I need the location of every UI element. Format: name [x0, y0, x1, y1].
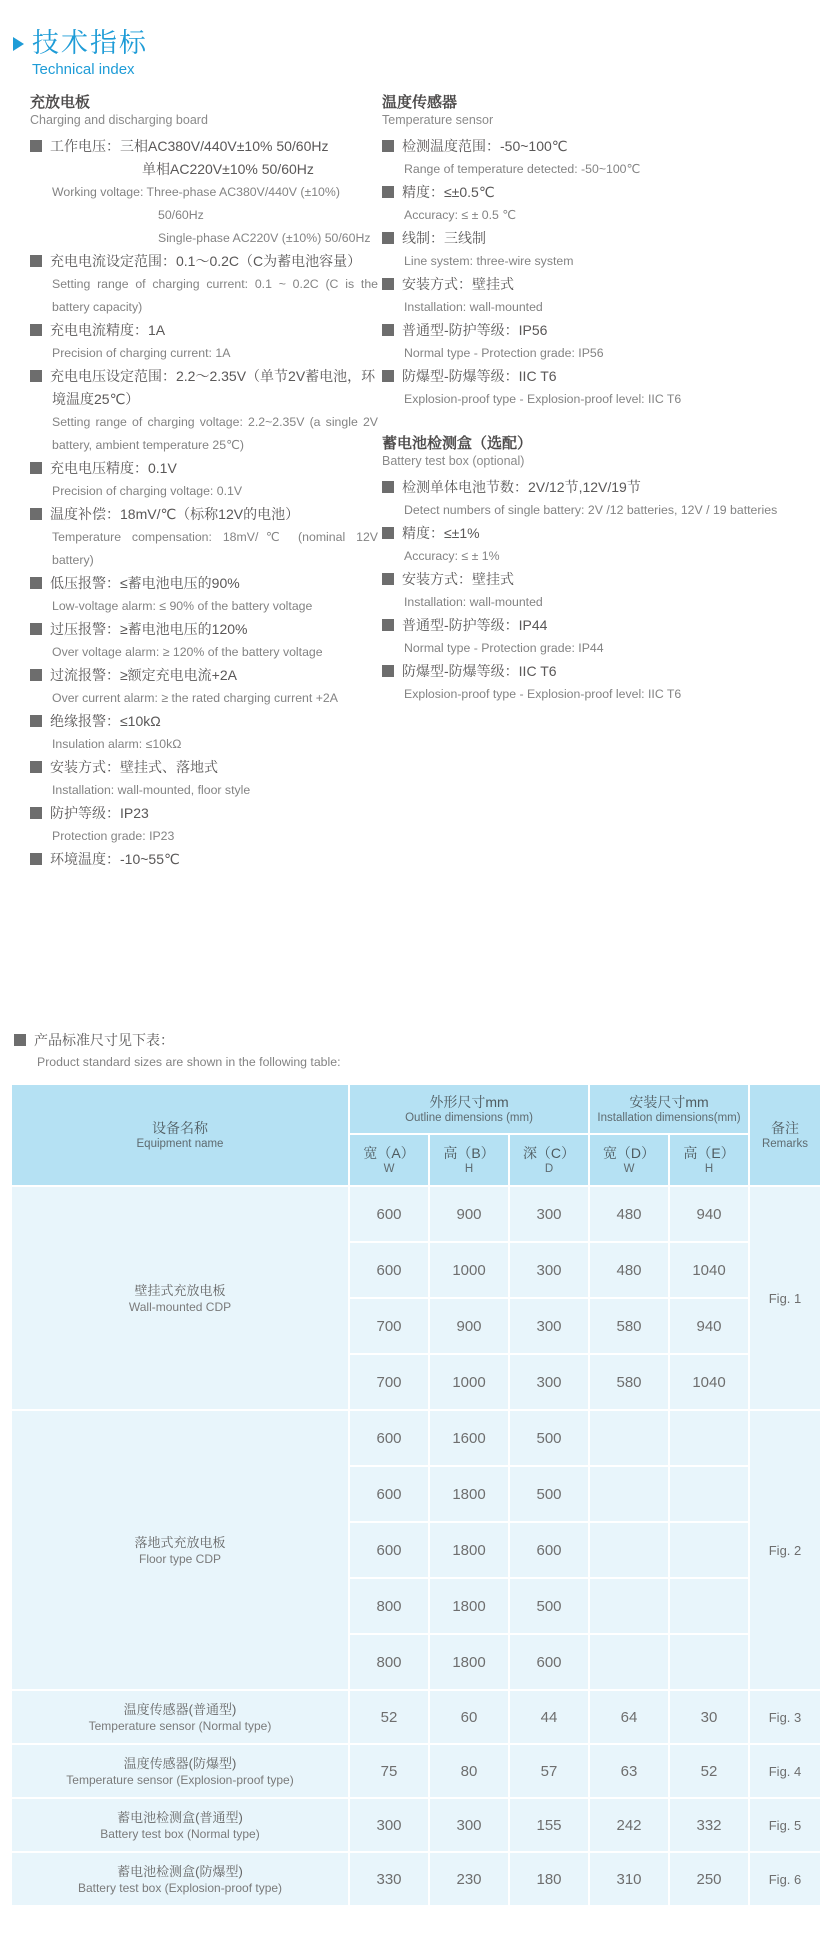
spec-item: [30, 572, 378, 618]
remark-cell: Fig. 4: [749, 1744, 821, 1798]
col-header-equipment: 设备名称 Equipment name: [11, 1084, 349, 1186]
bullet-square-icon: [30, 623, 42, 635]
spec-line-zh: 境温度25℃）: [52, 391, 140, 408]
dimension-cell: 900: [429, 1186, 509, 1242]
dimension-cell: 1800: [429, 1466, 509, 1522]
spec-line-zh: 工作电压：三相AC380V/440V±10% 50/60Hz: [30, 135, 378, 158]
section-heading-zh: 蓄电池检测盒（选配）: [382, 435, 533, 453]
spec-line-zh: 防爆型-防爆等级：IIC T6: [382, 660, 810, 683]
col-header-group: 安装尺寸mm Installation dimensions(mm): [589, 1084, 749, 1134]
col-subheader: 宽（D） W: [589, 1134, 669, 1186]
spec-item: [30, 618, 378, 664]
dimension-cell: 300: [509, 1242, 589, 1298]
bullet-square-icon: [30, 853, 42, 865]
dimension-cell: 242: [589, 1798, 669, 1852]
spec-item: [30, 365, 378, 457]
spec-line-en: Accuracy: ≤ ± 1%: [404, 549, 500, 564]
spec-line-zh: 安装方式：壁挂式、落地式: [30, 756, 378, 779]
dimension-cell: 30: [669, 1690, 749, 1744]
page-title-zh: 技术指标: [32, 28, 148, 58]
spec-line-en: Low-voltage alarm: ≤ 90% of the battery voltage: [52, 599, 313, 614]
spec-item: [30, 135, 378, 250]
spec-line-zh: 精度：≤±1%: [382, 522, 810, 545]
spec-item: [30, 756, 378, 802]
remark-cell: Fig. 5: [749, 1798, 821, 1852]
table-row: [11, 1410, 821, 1466]
dimension-cell: 600: [349, 1466, 429, 1522]
dimension-cell: 52: [669, 1744, 749, 1798]
dimension-cell: 600: [349, 1410, 429, 1466]
spec-columns: [0, 94, 830, 871]
spec-item: [30, 664, 378, 710]
dimension-cell: 80: [429, 1744, 509, 1798]
bullet-square-icon: [382, 481, 394, 493]
col-header-group: 外形尺寸mm Outline dimensions (mm): [349, 1084, 589, 1134]
spec-line-zh: 充电电流设定范围：0.1～0.2C（C为蓄电池容量）: [30, 250, 378, 273]
remark-cell: Fig. 6: [749, 1852, 821, 1906]
spec-line-en: Working voltage: Three-phase AC380V/440V (±10%): [52, 185, 340, 200]
section-heading-zh: 充放电板: [30, 94, 91, 112]
dimension-cell: 180: [509, 1852, 589, 1906]
product-size-table: [10, 1083, 822, 1907]
table-row: [11, 1186, 821, 1242]
spec-line-en: Explosion-proof type - Explosion-proof level: IIC T6: [404, 392, 682, 407]
dimension-cell: 900: [429, 1298, 509, 1354]
spec-line-en: Explosion-proof type - Explosion-proof level: IIC T6: [404, 687, 682, 702]
bullet-square-icon: [382, 573, 394, 585]
spec-list: [30, 135, 378, 871]
col-header-remarks: 备注 Remarks: [749, 1084, 821, 1186]
spec-line-zh: 安装方式：壁挂式: [382, 273, 810, 296]
dimension-cell: 1000: [429, 1354, 509, 1410]
spec-line-zh: 普通型-防护等级：IP44: [382, 614, 810, 637]
dimension-cell: 332: [669, 1798, 749, 1852]
dimension-cell: 1600: [429, 1410, 509, 1466]
spec-line-en: Precision of charging voltage: 0.1V: [52, 484, 243, 499]
remark-cell: Fig. 3: [749, 1690, 821, 1744]
spec-line-en: Detect numbers of single battery: 2V /12 batteries, 12V / 19 batteries: [404, 503, 778, 518]
spec-line-zh: 绝缘报警：≤10kΩ: [30, 710, 378, 733]
bullet-square-icon: [382, 527, 394, 539]
dimension-cell: 500: [509, 1578, 589, 1634]
bullet-square-icon: [30, 462, 42, 474]
spec-line-zh: 防爆型-防爆等级：IIC T6: [382, 365, 810, 388]
spec-item: [382, 614, 810, 660]
spec-line-zh: 精度：≤±0.5℃: [382, 181, 810, 204]
dimension-cell: 800: [349, 1634, 429, 1690]
spec-line-en: Temperature compensation: 18mV/℃ (nominal 12V battery): [52, 530, 378, 568]
spec-section: [382, 435, 810, 706]
sensor-and-box-column: [382, 94, 810, 871]
bullet-square-icon: [14, 1034, 26, 1046]
spec-line-en: Range of temperature detected: -50~100℃: [404, 162, 641, 177]
table-row: [11, 1852, 821, 1906]
spec-line-en: Normal type - Protection grade: IP44: [404, 641, 604, 656]
dimension-cell: 44: [509, 1690, 589, 1744]
dimension-cell: 1040: [669, 1242, 749, 1298]
bullet-square-icon: [30, 324, 42, 336]
dimension-cell: 1040: [669, 1354, 749, 1410]
dimension-cell: 300: [349, 1798, 429, 1852]
section-heading-zh: 温度传感器: [382, 94, 458, 112]
section-heading-en: Battery test box (optional): [382, 454, 525, 469]
table-row: [11, 1744, 821, 1798]
page-title: [13, 28, 830, 59]
equipment-name-cell: 蓄电池检测盒(防爆型) Battery test box (Explosion-proof type): [11, 1852, 349, 1906]
section-heading-en: Charging and discharging board: [30, 113, 208, 128]
bullet-square-icon: [382, 140, 394, 152]
section-heading-en: Temperature sensor: [382, 113, 494, 128]
bullet-square-icon: [30, 715, 42, 727]
table-note-en: Product standard sizes are shown in the following table:: [37, 1055, 341, 1070]
equipment-name-cell: 蓄电池检测盒(普通型) Battery test box (Normal type): [11, 1798, 349, 1852]
dimension-cell: 480: [589, 1242, 669, 1298]
spec-item: [382, 660, 810, 706]
table-row: [11, 1798, 821, 1852]
bullet-square-icon: [30, 577, 42, 589]
spec-line-en: Installation: wall-mounted: [404, 595, 543, 610]
spec-line-zh: 过流报警：≥额定充电电流+2A: [30, 664, 378, 687]
spec-item: [30, 710, 378, 756]
table-header-row: [11, 1084, 821, 1134]
dimension-cell: [669, 1466, 749, 1522]
dimension-cell: 300: [509, 1298, 589, 1354]
spec-section: [382, 94, 810, 411]
dimension-cell: 60: [429, 1690, 509, 1744]
bullet-square-icon: [30, 669, 42, 681]
dimension-cell: 600: [509, 1634, 589, 1690]
col-subheader: 高（B） H: [429, 1134, 509, 1186]
dimension-cell: [589, 1578, 669, 1634]
dimension-cell: [669, 1522, 749, 1578]
spec-line-zh: 线制：三线制: [382, 227, 810, 250]
arrow-marker-icon: [13, 37, 24, 51]
dimension-cell: 1000: [429, 1242, 509, 1298]
charging-board-column: [30, 94, 378, 871]
dimension-cell: 1800: [429, 1522, 509, 1578]
dimension-cell: 1800: [429, 1634, 509, 1690]
spec-line-en: Setting range of charging voltage: 2.2~2.35V (a single 2V battery, ambient temperature 25℃): [52, 415, 378, 453]
table-note: [14, 1029, 830, 1073]
spec-line-en: Installation: wall-mounted, floor style: [52, 783, 251, 798]
bullet-square-icon: [30, 761, 42, 773]
dimension-cell: 155: [509, 1798, 589, 1852]
col-subheader: 高（E） H: [669, 1134, 749, 1186]
bullet-square-icon: [30, 255, 42, 267]
dimension-cell: 500: [509, 1466, 589, 1522]
equipment-name-cell: 壁挂式充放电板 Wall-mounted CDP: [11, 1186, 349, 1410]
spec-line-zh: 检测单体电池节数：2V/12节,12V/19节: [382, 476, 810, 499]
spec-item: [382, 135, 810, 181]
spec-line-zh: 低压报警：≤蓄电池电压的90%: [30, 572, 378, 595]
spec-line-zh: 过压报警：≥蓄电池电压的120%: [30, 618, 378, 641]
dimension-cell: 310: [589, 1852, 669, 1906]
remark-cell: Fig. 1: [749, 1186, 821, 1410]
dimension-cell: 75: [349, 1744, 429, 1798]
bullet-square-icon: [382, 619, 394, 631]
spec-line-en: Normal type - Protection grade: IP56: [404, 346, 604, 361]
spec-item: [30, 457, 378, 503]
bullet-square-icon: [382, 370, 394, 382]
spec-item: [30, 250, 378, 319]
dimension-cell: 940: [669, 1186, 749, 1242]
remark-cell: Fig. 2: [749, 1410, 821, 1690]
spec-line-en: Protection grade: IP23: [52, 829, 175, 844]
dimension-cell: 330: [349, 1852, 429, 1906]
dimension-cell: 63: [589, 1744, 669, 1798]
table-note-zh: 产品标准尺寸见下表：: [14, 1029, 830, 1051]
dimension-cell: 300: [509, 1186, 589, 1242]
dimension-cell: 57: [509, 1744, 589, 1798]
spec-line-en: Setting range of charging current: 0.1 ~ 0.2C (C is the battery capacity): [52, 277, 378, 315]
spec-line-zh: 充电电压设定范围：2.2～2.35V（单节2V蓄电池，环: [30, 365, 378, 388]
table-body: [11, 1186, 821, 1906]
dimension-cell: 500: [509, 1410, 589, 1466]
dimension-cell: [589, 1466, 669, 1522]
dimension-cell: [589, 1634, 669, 1690]
dimension-cell: 800: [349, 1578, 429, 1634]
spec-line-zh: 单相AC220V±10% 50/60Hz: [142, 161, 314, 178]
table-head: [11, 1084, 821, 1186]
equipment-name-cell: 落地式充放电板 Floor type CDP: [11, 1410, 349, 1690]
bullet-square-icon: [30, 807, 42, 819]
spec-line-zh: 安装方式：壁挂式: [382, 568, 810, 591]
equipment-name-cell: 温度传感器(防爆型) Temperature sensor (Explosion-proof type): [11, 1744, 349, 1798]
dimension-cell: 700: [349, 1354, 429, 1410]
dimension-cell: 600: [509, 1522, 589, 1578]
spec-line-en: Line system: three-wire system: [404, 254, 574, 269]
dimension-cell: 600: [349, 1186, 429, 1242]
dimension-cell: 480: [589, 1186, 669, 1242]
spec-line-en: Installation: wall-mounted: [404, 300, 543, 315]
spec-line-en: Over current alarm: ≥ the rated charging current +2A: [52, 691, 338, 706]
bullet-square-icon: [30, 370, 42, 382]
spec-line-zh: 检测温度范围：-50~100℃: [382, 135, 810, 158]
dimension-cell: 700: [349, 1298, 429, 1354]
dimension-cell: 52: [349, 1690, 429, 1744]
bullet-square-icon: [30, 140, 42, 152]
spec-line-zh: 防护等级：IP23: [30, 802, 378, 825]
spec-line-zh: 充电电压精度：0.1V: [30, 457, 378, 480]
spec-item: [382, 568, 810, 614]
dimension-cell: 300: [429, 1798, 509, 1852]
dimension-cell: [669, 1634, 749, 1690]
spec-item: [382, 476, 810, 522]
bullet-square-icon: [30, 508, 42, 520]
spec-item: [30, 503, 378, 572]
dimension-cell: 64: [589, 1690, 669, 1744]
table-row: [11, 1690, 821, 1744]
dimension-cell: 600: [349, 1242, 429, 1298]
spec-line-en: Single-phase AC220V (±10%) 50/60Hz: [158, 231, 371, 246]
spec-line-zh: 普通型-防护等级：IP56: [382, 319, 810, 342]
dimension-cell: 580: [589, 1354, 669, 1410]
dimension-cell: [589, 1522, 669, 1578]
dimension-cell: 230: [429, 1852, 509, 1906]
bullet-square-icon: [382, 186, 394, 198]
spec-line-zh: 环境温度：-10~55℃: [30, 848, 378, 871]
spec-item: [382, 181, 810, 227]
spec-item: [30, 802, 378, 848]
dimension-cell: 600: [349, 1522, 429, 1578]
spec-line-en: Accuracy: ≤ ± 0.5 ℃: [404, 208, 517, 223]
spec-item: [382, 522, 810, 568]
dimension-cell: [669, 1578, 749, 1634]
spec-line-en: 50/60Hz: [158, 208, 204, 223]
equipment-name-cell: 温度传感器(普通型) Temperature sensor (Normal type): [11, 1690, 349, 1744]
spec-item: [382, 227, 810, 273]
spec-line-en: Precision of charging current: 1A: [52, 346, 231, 361]
spec-line-en: Insulation alarm: ≤10kΩ: [52, 737, 182, 752]
spec-item: [382, 365, 810, 411]
dimension-cell: 940: [669, 1298, 749, 1354]
spec-line-zh: 充电电流精度：1A: [30, 319, 378, 342]
spec-item: [382, 273, 810, 319]
dimension-cell: 1800: [429, 1578, 509, 1634]
bullet-square-icon: [382, 232, 394, 244]
col-subheader: 深（C） D: [509, 1134, 589, 1186]
spec-line-zh: 温度补偿：18mV/℃（标称12V的电池）: [30, 503, 378, 526]
dimension-cell: [669, 1410, 749, 1466]
dimension-cell: 300: [509, 1354, 589, 1410]
spec-line-en: Over voltage alarm: ≥ 120% of the battery voltage: [52, 645, 323, 660]
col-subheader: 宽（A） W: [349, 1134, 429, 1186]
spec-item: [30, 848, 378, 871]
spec-item: [30, 319, 378, 365]
spec-item: [382, 319, 810, 365]
page-title-en: Technical index: [32, 61, 135, 79]
dimension-cell: [589, 1410, 669, 1466]
bullet-square-icon: [382, 665, 394, 677]
bullet-square-icon: [382, 324, 394, 336]
dimension-cell: 250: [669, 1852, 749, 1906]
bullet-square-icon: [382, 278, 394, 290]
dimension-cell: 580: [589, 1298, 669, 1354]
